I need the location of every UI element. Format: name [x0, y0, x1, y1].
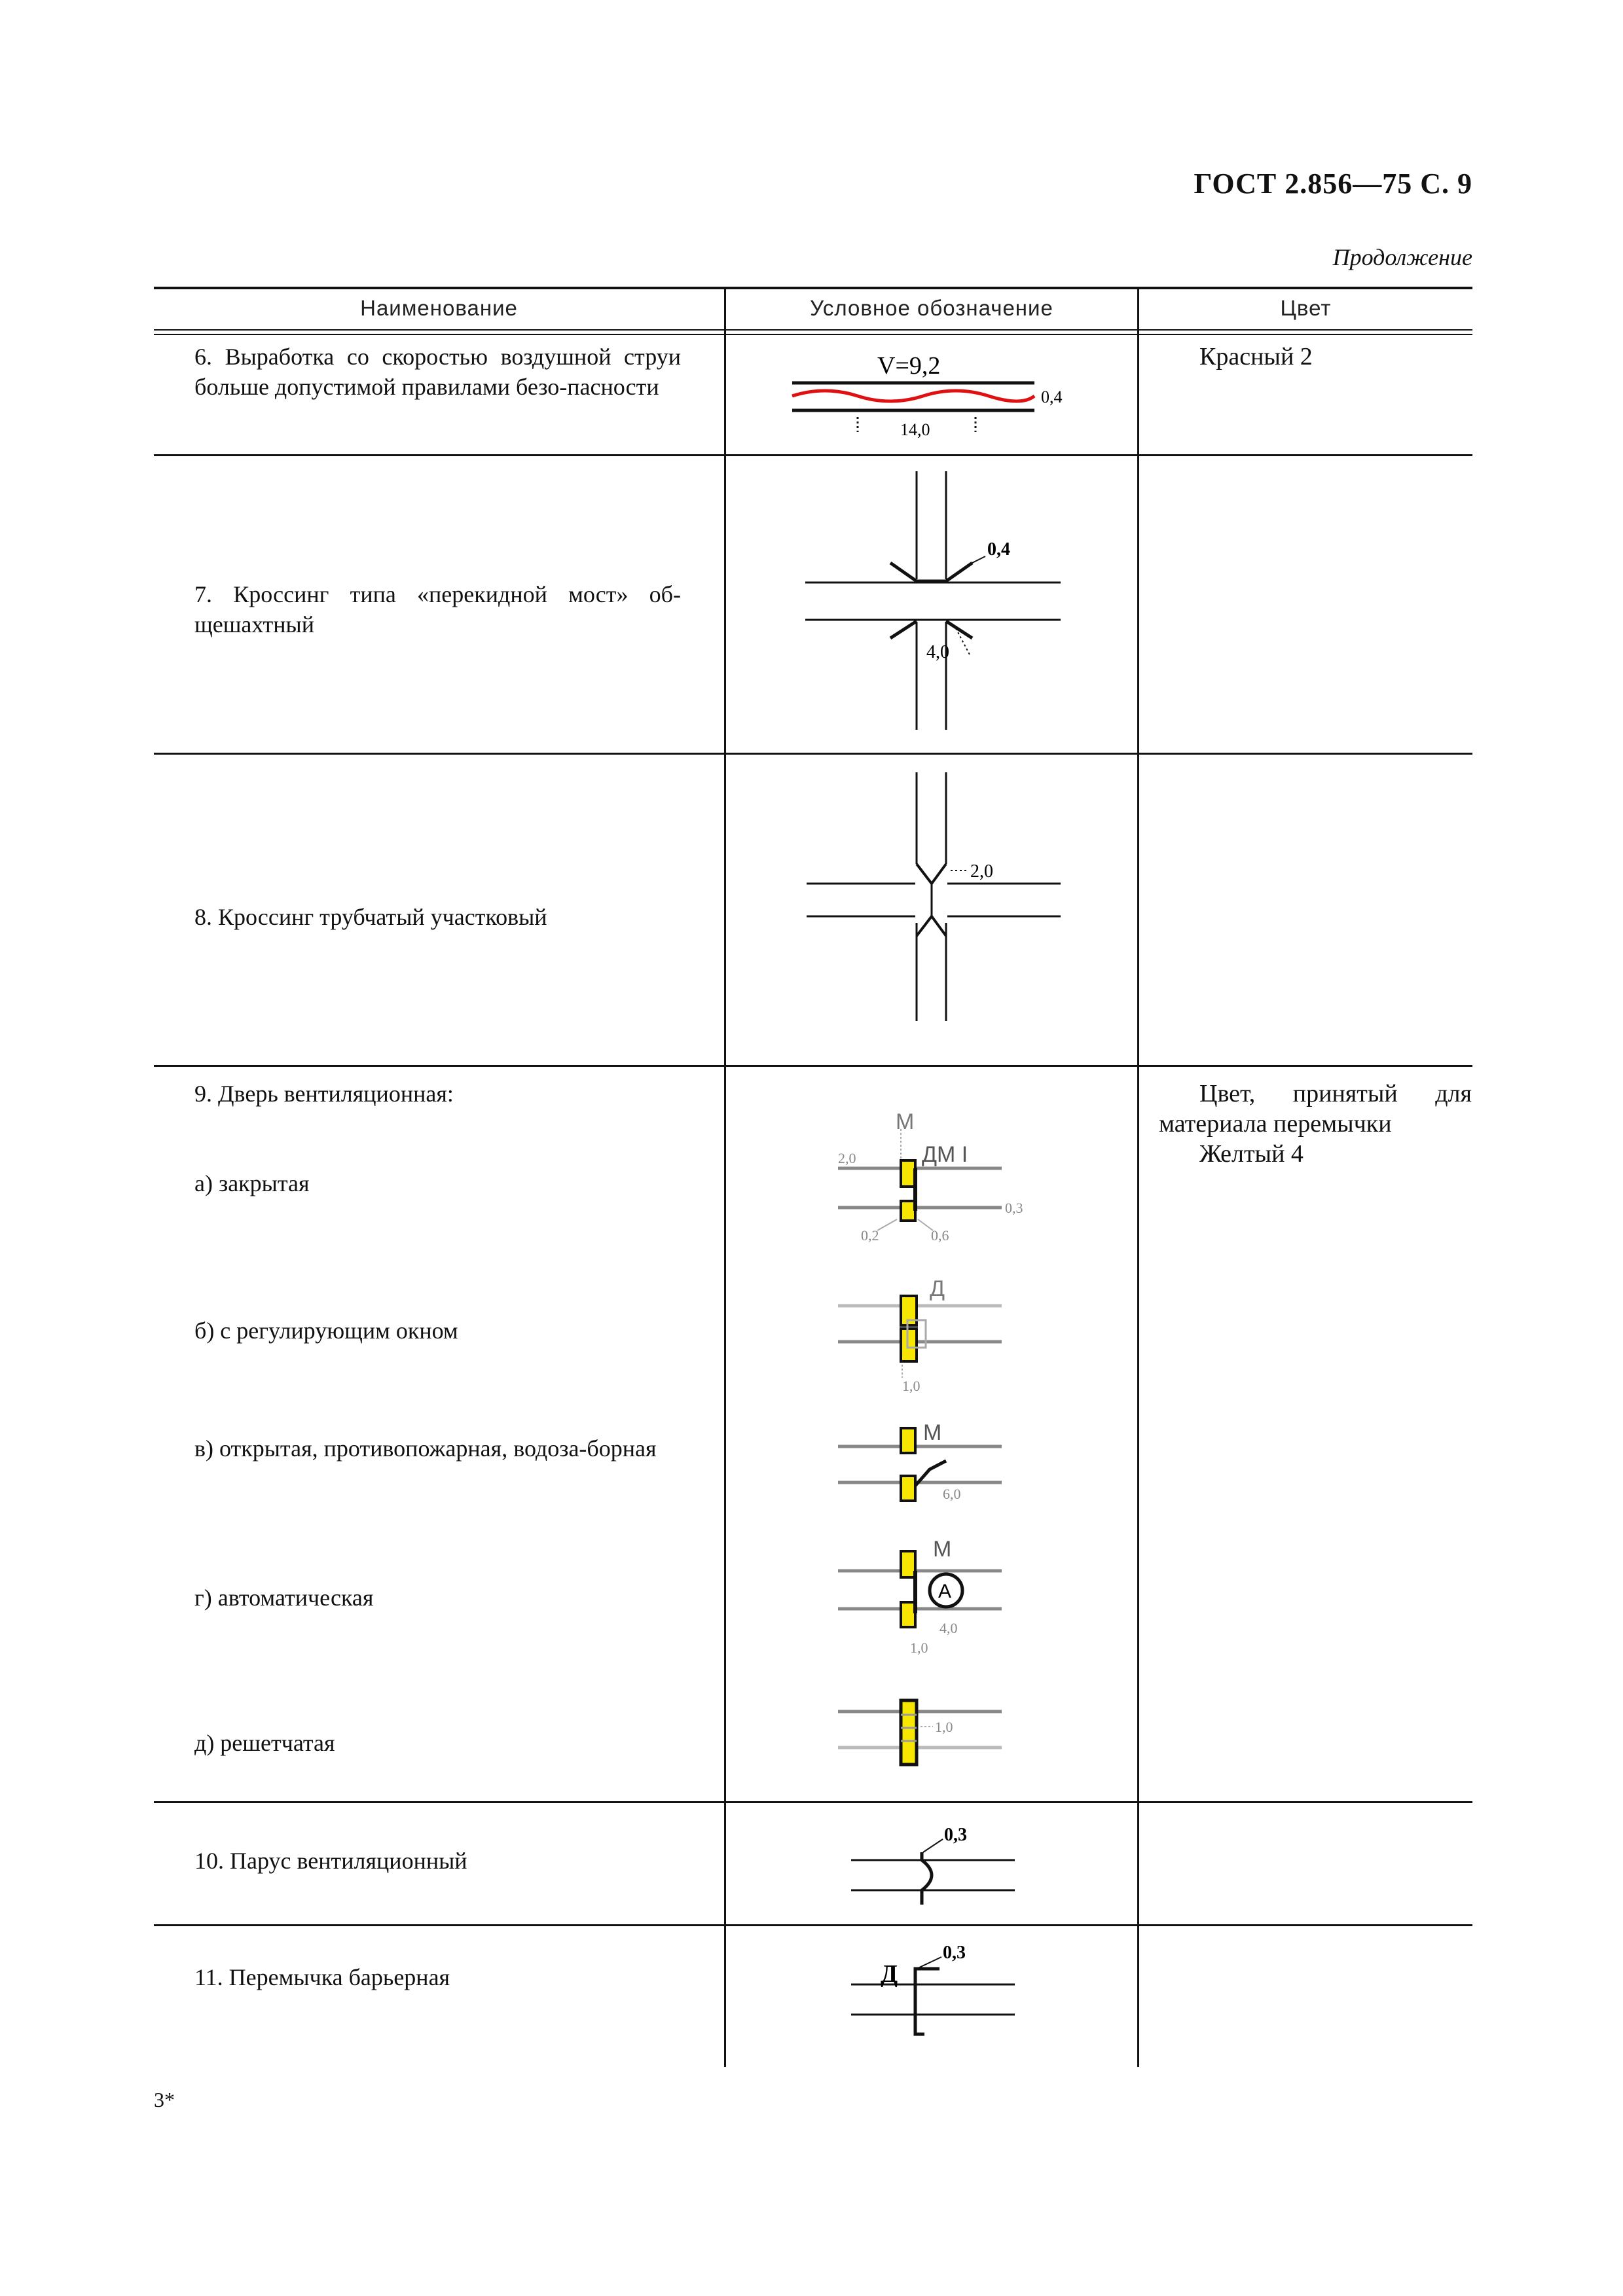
svg-text:ДМ I: ДМ I — [922, 1142, 968, 1167]
svg-text:А: А — [938, 1581, 952, 1602]
svg-text:0,6: 0,6 — [931, 1227, 949, 1244]
symbol-crossing-bridge — [799, 471, 1074, 733]
svg-text:М: М — [933, 1537, 952, 1562]
svg-text:0,3: 0,3 — [943, 1943, 966, 1963]
row-8-name: 8. Кроссинг трубчатый участковый — [194, 904, 547, 930]
symbol-door-automatic — [825, 1532, 1034, 1669]
row-6-name: 6. Выработка со скоростью воздушной струи больше допустимой правилами безо-пасности — [194, 344, 681, 400]
svg-text:2,0: 2,0 — [970, 861, 993, 882]
table-top-rule — [154, 287, 1472, 289]
subitem-b: б) с регулирующим окном — [194, 1318, 458, 1344]
table-header-rule — [154, 329, 1472, 331]
air-flow-wave — [792, 391, 1034, 401]
svg-text:0,3: 0,3 — [944, 1825, 967, 1845]
continuation-label: Продолжение — [1332, 244, 1472, 270]
symbol-door-open — [825, 1414, 1034, 1525]
svg-text:4,0: 4,0 — [926, 642, 949, 662]
symbol-ventilation-sail — [845, 1813, 1041, 1918]
row-10-name: 10. Парус вентиляционный — [194, 1848, 467, 1874]
svg-text:Д: Д — [930, 1276, 945, 1301]
row-9-color — [1159, 1079, 1472, 1169]
svg-text:2,0: 2,0 — [838, 1150, 856, 1166]
row-divider — [154, 1065, 1472, 1067]
symbol-door-regulating-window — [825, 1273, 1034, 1404]
row-divider — [154, 1924, 1472, 1926]
subitem-d: г) автоматическая — [194, 1585, 374, 1611]
row-9-color-line-2: Желтый 4 — [1199, 1140, 1304, 1168]
svg-text:6,0: 6,0 — [943, 1486, 961, 1502]
symbol-door-grated — [825, 1682, 1034, 1780]
page-mark: 3* — [154, 2088, 175, 2111]
subitem-c: в) открытая, противопожарная, водоза-борная — [194, 1435, 657, 1462]
svg-text:0,2: 0,2 — [861, 1227, 879, 1244]
table-header-rule-2 — [154, 334, 1472, 335]
row-6-color: Красный 2 — [1199, 343, 1313, 370]
label-spacing: 14,0 — [900, 420, 930, 439]
svg-text:1,0: 1,0 — [902, 1378, 921, 1394]
column-divider — [1137, 287, 1139, 2067]
svg-text:М: М — [923, 1420, 942, 1445]
svg-text:4,0: 4,0 — [939, 1620, 958, 1636]
row-7-name: 7. Кроссинг типа «перекидной мост» об-щешахтный — [194, 581, 681, 637]
label-speed: V=9,2 — [877, 352, 941, 380]
symbol-door-closed — [825, 1103, 1034, 1247]
row-9-color-line-1: Цвет, принятый для материала перемычки — [1159, 1080, 1472, 1138]
symbol-crossing-tubular — [799, 772, 1074, 1034]
row-divider — [154, 454, 1472, 456]
row-9-name: 9. Дверь вентиляционная: — [194, 1081, 454, 1107]
symbol-barrier-bulkhead — [845, 1931, 1041, 2049]
svg-text:1,0: 1,0 — [910, 1640, 928, 1656]
row-divider — [154, 753, 1472, 755]
document-header-title: ГОСТ 2.856—75 С. 9 — [1194, 168, 1472, 200]
svg-text:Д: Д — [881, 1960, 898, 1988]
column-header-color: Цвет — [1280, 296, 1332, 320]
svg-text:1,0: 1,0 — [935, 1719, 953, 1735]
subitem-e: д) решетчатая — [194, 1730, 335, 1756]
row-divider — [154, 1801, 1472, 1803]
column-divider — [724, 287, 726, 2067]
column-header-name: Наименование — [360, 296, 518, 320]
svg-text:0,4: 0,4 — [987, 539, 1010, 560]
row-11-name: 11. Перемычка барьерная — [194, 1964, 450, 1990]
symbol-high-velocity-drift — [779, 344, 1080, 448]
subitem-a: а) закрытая — [194, 1170, 310, 1196]
svg-text:0,3: 0,3 — [1005, 1200, 1023, 1216]
column-header-symbol: Условное обозначение — [810, 296, 1053, 320]
svg-text:М: М — [896, 1109, 915, 1134]
label-thickness: 0,4 — [1041, 387, 1063, 406]
